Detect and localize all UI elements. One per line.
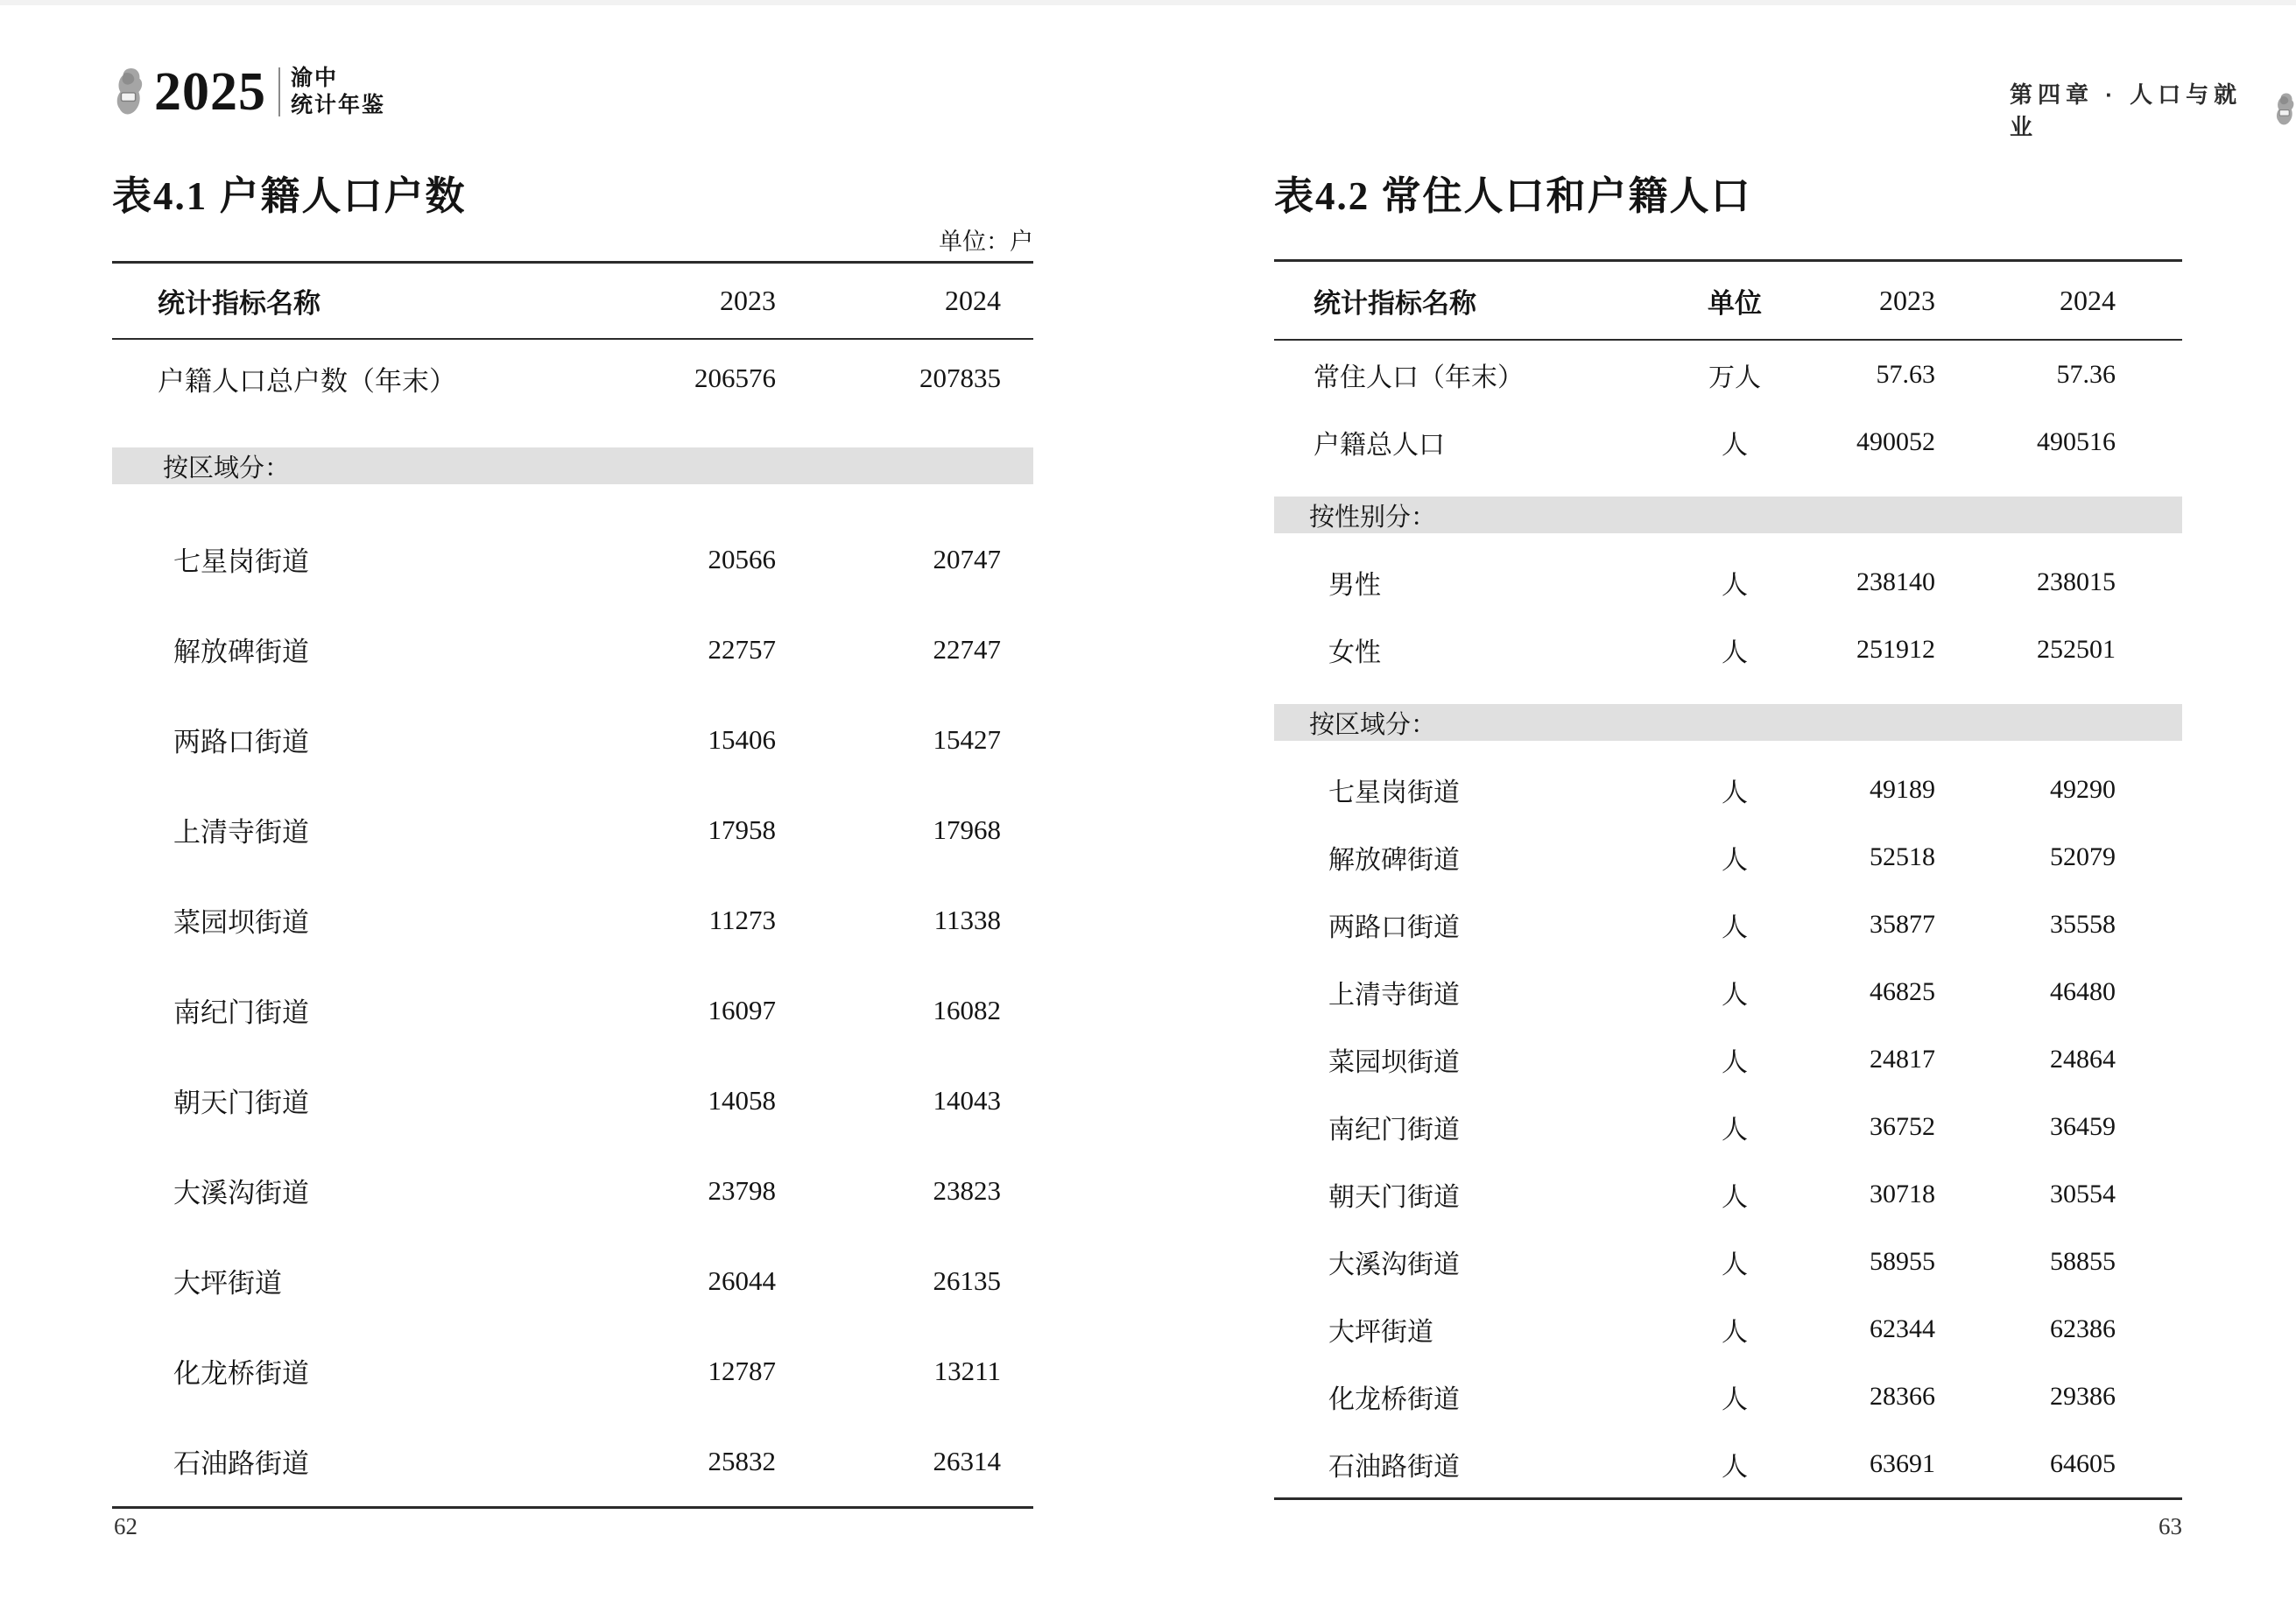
table-row — [1274, 341, 2182, 408]
unit-cell: 人 — [1722, 1384, 1748, 1414]
table-row — [1274, 1430, 2182, 1497]
indicator-name: 上清寺街道 — [1328, 980, 1460, 1010]
table-row — [1274, 1093, 2182, 1160]
indicator-name: 上清寺街道 — [173, 817, 309, 848]
section-band-label: 按区域分： — [1309, 710, 1437, 739]
indicator-name: 菜园坝街道 — [173, 907, 309, 938]
value-2024: 490516 — [2037, 426, 2116, 456]
table-row — [112, 1416, 1033, 1506]
value-2024: 14043 — [933, 1084, 1001, 1116]
unit-cell: 人 — [1722, 1452, 1748, 1482]
unit-cell: 人 — [1722, 1182, 1748, 1212]
table-row — [112, 604, 1033, 694]
value-2024: 64605 — [2050, 1448, 2116, 1478]
logo-title-line2: 统计年鉴 — [291, 94, 386, 117]
value-2024: 62386 — [2050, 1314, 2116, 1343]
table-row — [112, 965, 1033, 1055]
value-2024: 11338 — [933, 904, 1001, 935]
value-2024: 58855 — [2050, 1246, 2116, 1276]
table-row — [1274, 1363, 2182, 1430]
value-2023: 490052 — [1856, 426, 1935, 456]
value-2024: 57.36 — [2056, 359, 2116, 389]
value-2023: 23798 — [708, 1174, 776, 1206]
unit-cell: 人 — [1722, 1047, 1748, 1077]
value-2024: 252501 — [2037, 634, 2116, 664]
section-band-region — [112, 447, 1033, 484]
table-row — [112, 694, 1033, 785]
spacer — [1274, 683, 2182, 704]
value-2023: 49189 — [1870, 774, 1935, 804]
value-2024: 207835 — [919, 363, 1001, 393]
table-header-row — [112, 264, 1033, 340]
table-row — [112, 1236, 1033, 1326]
unit-cell: 人 — [1722, 637, 1748, 667]
value-2024: 49290 — [2050, 774, 2116, 804]
value-2023: 251912 — [1856, 634, 1935, 664]
unit-cell: 人 — [1722, 1317, 1748, 1347]
value-2023: 63691 — [1870, 1448, 1935, 1478]
indicator-name: 两路口街道 — [1328, 912, 1460, 942]
unit-cell: 人 — [1722, 778, 1748, 807]
spacer — [112, 484, 1033, 514]
value-2024: 13211 — [933, 1355, 1001, 1386]
unit-cell: 万人 — [1708, 363, 1761, 392]
table-4-1-section — [112, 172, 1033, 1509]
column-header-2023: 2023 — [720, 285, 776, 316]
column-header-indicator: 统计指标名称 — [1314, 287, 1476, 319]
unit-cell: 人 — [1722, 845, 1748, 875]
table-4-1 — [112, 261, 1033, 1509]
value-2024: 22747 — [933, 633, 1001, 665]
value-2023: 28366 — [1870, 1381, 1935, 1411]
seal-stamp-icon — [2273, 87, 2296, 132]
table-4-1-unit-note: 单位：户 — [939, 229, 1033, 255]
spacer — [112, 417, 1033, 447]
value-2023: 20566 — [708, 543, 776, 574]
column-header-2024: 2024 — [945, 285, 1001, 316]
indicator-name: 朝天门街道 — [173, 1088, 309, 1118]
table-row — [1274, 891, 2182, 958]
table-row — [112, 340, 1033, 417]
indicator-name: 常住人口（年末） — [1314, 363, 1524, 392]
table-row — [1274, 408, 2182, 475]
logo-year: 2025 — [154, 62, 266, 122]
value-2024: 46480 — [2050, 976, 2116, 1006]
value-2024: 15427 — [933, 723, 1001, 755]
value-2023: 206576 — [694, 363, 776, 393]
value-2023: 16097 — [708, 994, 776, 1025]
value-2023: 58955 — [1870, 1246, 1935, 1276]
table-row — [1274, 548, 2182, 616]
indicator-name: 化龙桥街道 — [173, 1358, 309, 1389]
unit-cell: 人 — [1722, 570, 1748, 600]
column-header-indicator: 统计指标名称 — [158, 288, 320, 319]
indicator-name: 南纪门街道 — [173, 997, 309, 1028]
value-2023: 22757 — [708, 633, 776, 665]
page-number-right: 63 — [2159, 1513, 2182, 1539]
value-2023: 30718 — [1870, 1179, 1935, 1208]
spacer — [1274, 533, 2182, 548]
value-2023: 25832 — [708, 1445, 776, 1476]
value-2023: 57.63 — [1876, 359, 1935, 389]
table-4-1-title: 表4.1 户籍人口户数 — [112, 174, 467, 218]
column-header-2023: 2023 — [1879, 284, 1935, 316]
indicator-name: 女性 — [1328, 637, 1381, 667]
indicator-name: 两路口街道 — [173, 727, 309, 757]
value-2023: 15406 — [708, 723, 776, 755]
logo-title — [291, 65, 385, 119]
unit-cell: 人 — [1722, 980, 1748, 1010]
table-row — [1274, 1160, 2182, 1228]
yearbook-logo — [112, 62, 386, 122]
table-row — [1274, 756, 2182, 823]
table-row — [1274, 958, 2182, 1025]
page-number-left: 62 — [114, 1513, 137, 1539]
seal-stamp-icon — [112, 67, 145, 117]
spacer — [1274, 475, 2182, 497]
value-2023: 26044 — [708, 1264, 776, 1296]
table-row — [112, 1055, 1033, 1145]
table-row — [112, 514, 1033, 604]
logo-divider — [278, 67, 280, 116]
table-4-2-title: 表4.2 常住人口和户籍人口 — [1274, 174, 1752, 218]
section-band-gender — [1274, 497, 2182, 533]
value-2024: 24864 — [2050, 1044, 2116, 1074]
value-2024: 16082 — [933, 994, 1001, 1025]
indicator-name: 解放碑街道 — [173, 637, 309, 667]
indicator-name: 大坪街道 — [1328, 1317, 1433, 1347]
indicator-name: 南纪门街道 — [1328, 1115, 1460, 1145]
table-row — [112, 1145, 1033, 1236]
value-2024: 23823 — [933, 1174, 1001, 1206]
spacer — [1274, 741, 2182, 756]
value-2023: 12787 — [708, 1355, 776, 1386]
value-2024: 52079 — [2050, 842, 2116, 871]
value-2024: 20747 — [933, 543, 1001, 574]
value-2024: 36459 — [2050, 1111, 2116, 1141]
section-band-region — [1274, 704, 2182, 741]
unit-cell: 人 — [1722, 1250, 1748, 1279]
value-2023: 36752 — [1870, 1111, 1935, 1141]
indicator-name: 石油路街道 — [1328, 1452, 1460, 1482]
value-2024: 238015 — [2037, 567, 2116, 596]
table-row — [1274, 823, 2182, 891]
indicator-name: 菜园坝街道 — [1328, 1047, 1460, 1077]
table-row — [1274, 616, 2182, 683]
indicator-name: 石油路街道 — [173, 1448, 309, 1479]
table-4-2-section — [1274, 172, 2182, 1500]
value-2023: 24817 — [1870, 1044, 1935, 1074]
value-2023: 35877 — [1870, 909, 1935, 939]
chapter-label: 第四章 · 人口与就业 — [2010, 81, 2243, 140]
indicator-name: 七星岗街道 — [1328, 778, 1460, 807]
indicator-name: 男性 — [1328, 570, 1381, 600]
value-2023: 46825 — [1870, 976, 1935, 1006]
logo-title-line1: 渝中 — [291, 67, 339, 90]
value-2023: 17958 — [708, 814, 776, 845]
table-row — [112, 785, 1033, 875]
value-2024: 26135 — [933, 1264, 1001, 1296]
unit-cell: 人 — [1722, 1115, 1748, 1145]
value-2023: 52518 — [1870, 842, 1935, 871]
column-header-unit: 单位 — [1708, 287, 1762, 319]
indicator-name: 户籍人口总户数（年末） — [158, 365, 456, 397]
indicator-name: 大溪沟街道 — [1328, 1250, 1460, 1279]
value-2023: 62344 — [1870, 1314, 1935, 1343]
value-2023: 238140 — [1856, 567, 1935, 596]
unit-cell: 人 — [1722, 912, 1748, 942]
indicator-name: 七星岗街道 — [173, 546, 309, 577]
table-row — [1274, 1025, 2182, 1093]
table-row — [112, 875, 1033, 965]
section-band-label: 按区域分： — [163, 454, 291, 482]
table-row — [1274, 1228, 2182, 1295]
indicator-name: 解放碑街道 — [1328, 845, 1460, 875]
indicator-name: 户籍总人口 — [1314, 430, 1445, 460]
table-4-2 — [1274, 259, 2182, 1500]
indicator-name: 大坪街道 — [173, 1268, 282, 1299]
value-2024: 30554 — [2050, 1179, 2116, 1208]
value-2024: 26314 — [933, 1445, 1001, 1476]
value-2023: 11273 — [708, 904, 776, 935]
table-row — [1274, 1295, 2182, 1363]
indicator-name: 化龙桥街道 — [1328, 1384, 1460, 1414]
indicator-name: 大溪沟街道 — [173, 1178, 309, 1208]
value-2024: 17968 — [933, 814, 1001, 845]
value-2024: 35558 — [2050, 909, 2116, 939]
value-2023: 14058 — [708, 1084, 776, 1116]
unit-cell: 人 — [1722, 430, 1748, 460]
value-2024: 29386 — [2050, 1381, 2116, 1411]
indicator-name: 朝天门街道 — [1328, 1182, 1460, 1212]
table-header-row — [1274, 262, 2182, 341]
table-row — [112, 1326, 1033, 1416]
chapter-header — [2010, 77, 2296, 142]
column-header-2024: 2024 — [2060, 284, 2116, 316]
section-band-label: 按性别分： — [1309, 503, 1437, 532]
